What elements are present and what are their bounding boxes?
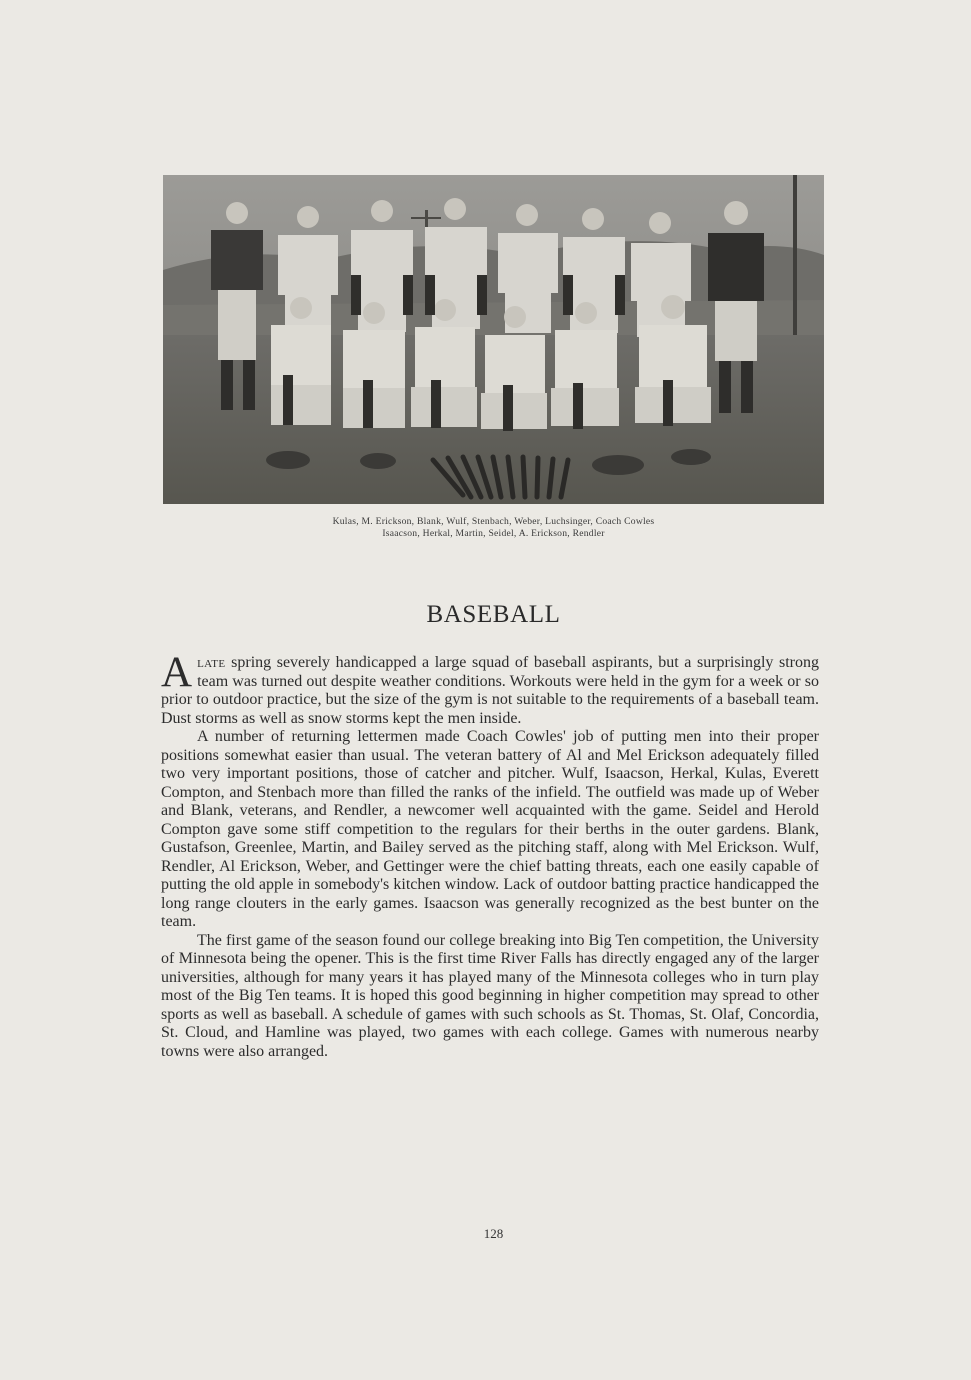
photo-caption [163,516,824,540]
paragraph-3: The first game of the season found our college breaking into Big Ten competition, the University of Minnesota being the opener. This is the first time River Falls has directly engaged any of the larger universities, although for many years it has played many of the Minnesota colleges who in turn play most of the Big Ten teams. It is hoped this good beginning in higher competition may spread to other sports as well as baseball. A schedule of games with such schools as St. Thomas, St. Olaf, Concordia, St. Cloud, and Hamline was played, two games with each college. Games with numerous nearby towns were also arranged. [161,931,819,1060]
lead-words: late [197,654,226,671]
caption-line-back-row: Kulas, M. Erickson, Blank, Wulf, Stenbach, Weber, Luchsinger, Coach Cowles [332,516,655,527]
article-title: BASEBALL [426,601,561,628]
paragraph-1 [161,649,820,728]
team-photo [163,175,824,504]
article-body [161,649,820,1061]
drop-cap: A [161,649,193,696]
paragraph-2: A number of returning lettermen made Coach Cowles' job of putting men into their proper positions somewhat easier than usual. The veteran battery of Al and Mel Erickson adequately filled two very important positions, those of catcher and pitcher. Wulf, Isaacson, Herkal, Kulas, Everett Compton, and Stenbach more than filled the ranks of the infield. The outfield was made up of Weber and Blank, veterans, and Rendler, a newcomer well acquainted with the game. Seidel and Herold Compton gave some stiff competition to the regulars for their berths in the outer gardens. Blank, Gustafson, Greenlee, Martin, and Bailey served as the pitching staff, along with Mel Erickson. Wulf, Rendler, Al Erickson, Weber, and Gettinger were the chief batting threats, each one easily capable of putting the old apple in somebody's kitchen window. Lack of outdoor batting practice handicapped the long range clouters in the early games. Isaacson was generally recognized as the best bunter on the team. [161,728,819,930]
paragraph-1-text: spring severely handicapped a large squad of baseball aspirants, but a surprisingly strong team was turned out despite weather conditions. Workouts were held in the gym for a week or so prior to outdoor practice, but the size of the gym is not suitable to the requirements of a baseball team. Dust storms as well as snow storms kept the men inside. [161,654,820,727]
page-number: 128 [483,1226,504,1241]
caption-line-front-row: Isaacson, Herkal, Martin, Seidel, A. Erickson, Rendler [382,528,605,539]
team-photo-illustration [163,175,824,504]
